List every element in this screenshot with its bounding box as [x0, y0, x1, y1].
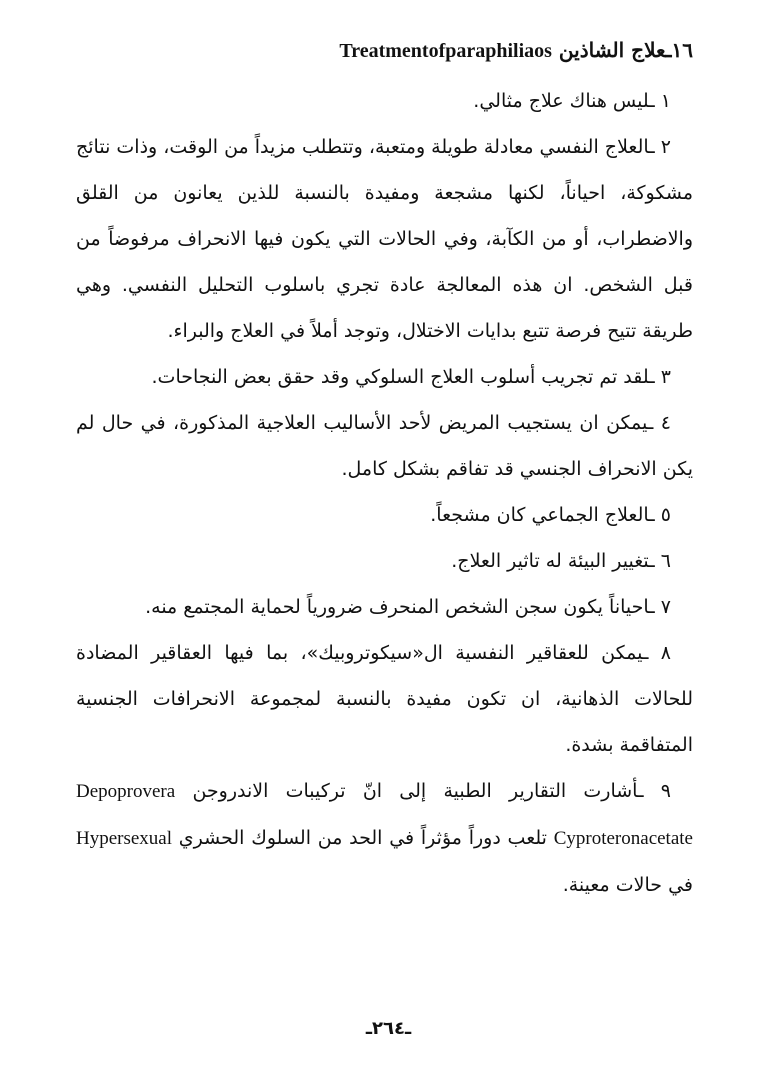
list-item-text: احياناً يكون سجن الشخص المنحرف ضرورياً لحماية المجتمع منه. — [145, 596, 650, 618]
list-item-7 — [76, 584, 693, 630]
list-item-6 — [76, 538, 693, 584]
list-item-1 — [76, 78, 693, 124]
list-item-number: ٦ ـ — [649, 550, 671, 572]
list-item-text: العلاج النفسي معادلة طويلة ومتعبة، وتتطلب مزيداً من الوقت، وذات نتائج مشكوكة، احياناً، لكنها مشجعة ومفيدة بالنسبة للذين يعانون من القلق والاضطراب، أو من الكآبة، وفي الحالات التي يكون فيها الانحراف مرفوضاً من قبل الشخص. ان هذه المعالجة عادة تجري باسلوب التحليل النفسي. وهي طريقة تتيح فرصة تتبع بدايات الاختلال، وتوجد أملاً في العلاج والبراء. — [76, 136, 693, 342]
list-item-number: ١ ـ — [649, 90, 671, 112]
list-item-number: ٧ ـ — [649, 596, 671, 618]
document-page — [76, 30, 693, 1030]
list-item-number: ٨ ـ — [642, 642, 671, 664]
list-item-text: تغيير البيئة له تاثير العلاج. — [451, 550, 650, 572]
drug-names: Depoprovera Cyproteronacetate — [76, 781, 693, 849]
list-item-text-end: في حالات معينة. — [562, 874, 693, 896]
page-number: ـ٢٦٤ـ — [365, 1018, 412, 1039]
list-item-3 — [76, 354, 693, 400]
list-item-text: يمكن للعقاقير النفسية ال«سيكوتروبيك»، بما فيها العقاقير المضادة للحالات الذهانية، ان تكون مفيدة بالنسبة لمجموعة الانحرافات الجنسية المتفاقمة بشدة. — [76, 642, 693, 756]
list-item-number: ٤ ـ — [647, 412, 671, 434]
list-item-4 — [76, 400, 693, 492]
list-item-text: أشارت التقارير الطبية إلى انّ تركيبات الاندروجن — [192, 780, 638, 802]
list-item-text: العلاج الجماعي كان مشجعاً. — [430, 504, 650, 526]
latin-term: Hypersexual — [76, 828, 173, 849]
section-number: ١٦ـ — [665, 38, 693, 62]
section-title-english: Treatmentofparaphiliaos — [339, 40, 552, 62]
list-item-text: لقد تم تجريب أسلوب العلاج السلوكي وقد حقق بعض النجاحات. — [151, 366, 650, 388]
list-item-number: ٣ ـ — [649, 366, 671, 388]
list-item-text: يمكن ان يستجيب المريض لأحد الأساليب العلاجية المذكورة، في حال لم يكن الانحراف الجنسي قد تفاقم بشكل كامل. — [76, 412, 693, 480]
section-heading — [76, 30, 693, 70]
list-item-5 — [76, 492, 693, 538]
list-item-9 — [76, 768, 693, 908]
list-item-2 — [76, 124, 693, 354]
list-item-text-continued: تلعب دوراً مؤثراً في الحد من السلوك الحشري — [178, 827, 547, 849]
list-item-number: ٢ ـ — [649, 136, 671, 158]
list-item-8 — [76, 630, 693, 768]
section-title-arabic: علاج الشاذين — [558, 38, 666, 62]
list-item-text: ليس هناك علاج مثالي. — [473, 90, 650, 112]
list-item-number: ٩ ـ — [637, 780, 671, 802]
list-item-number: ٥ ـ — [649, 504, 671, 526]
